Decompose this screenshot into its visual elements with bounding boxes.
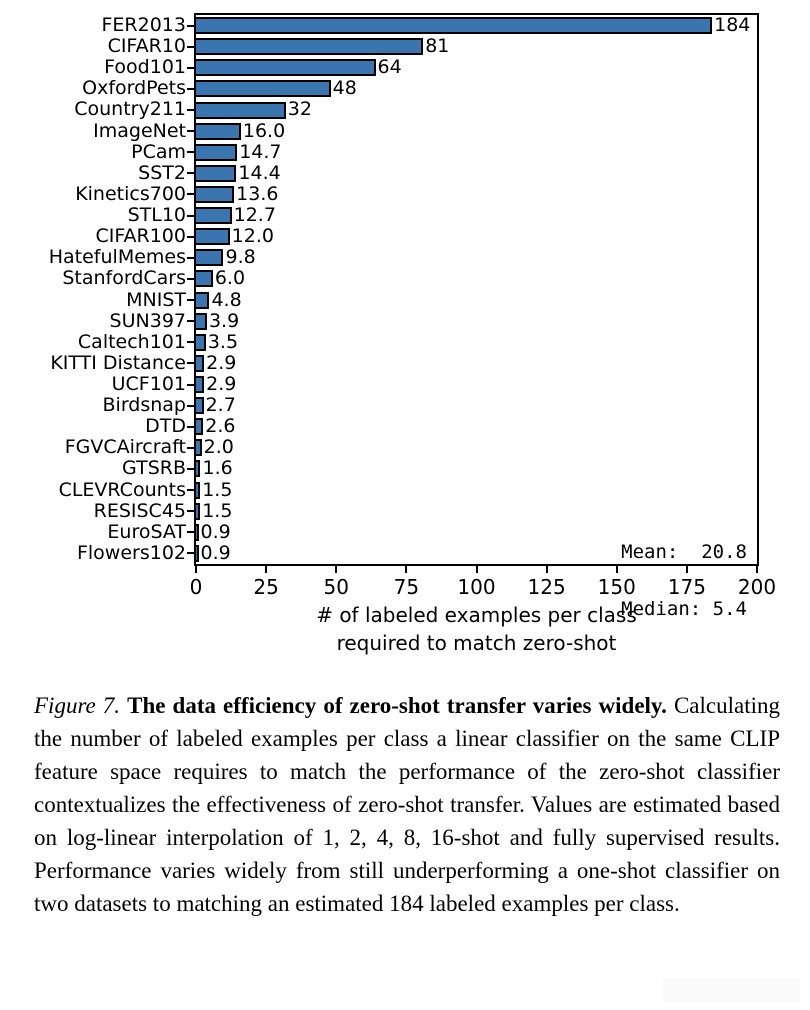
bar-value-label: 0.9 (200, 520, 231, 543)
bar-value-label: 81 (425, 35, 450, 58)
y-axis-label: CIFAR10 (107, 35, 186, 58)
y-axis-label: GTSRB (122, 457, 186, 480)
bar (196, 17, 712, 34)
figure-caption (34, 689, 780, 920)
bar (196, 186, 234, 203)
y-tick-mark (187, 109, 195, 111)
y-tick-mark (187, 552, 195, 554)
x-tick-label: 200 (737, 575, 777, 599)
bar-value-label: 48 (332, 77, 357, 100)
bar (196, 482, 200, 499)
y-axis-label: Country211 (74, 98, 186, 121)
y-axis-label: CLEVRCounts (58, 478, 186, 501)
y-axis-label: MNIST (126, 288, 186, 311)
bar-value-label: 12.7 (233, 204, 276, 227)
bar-value-label: 6.0 (214, 267, 246, 290)
bar-value-label: 3.9 (208, 309, 240, 332)
bar-value-label: 2.9 (206, 351, 237, 374)
y-tick-mark (187, 299, 195, 301)
bar (196, 228, 230, 245)
y-axis-label: STL10 (127, 204, 186, 227)
y-tick-mark (187, 341, 195, 343)
bar-value-label: 4.8 (211, 288, 242, 311)
y-axis-label: OxfordPets (82, 77, 186, 100)
x-tick-label: 175 (667, 575, 706, 599)
x-tick-mark (195, 566, 197, 573)
y-tick-mark (187, 25, 195, 27)
bar (196, 144, 237, 161)
bar-value-label: 32 (287, 98, 312, 121)
bar-value-label: 1.6 (202, 457, 233, 480)
y-tick-mark (187, 447, 195, 449)
x-axis-label-line2: required to match zero-shot (336, 631, 617, 655)
bar (196, 123, 241, 140)
y-axis-label: Food101 (104, 56, 186, 79)
bar (196, 334, 206, 351)
y-axis-label: KITTI Distance (50, 351, 186, 374)
y-tick-mark (187, 426, 195, 428)
y-tick-mark (187, 362, 195, 364)
y-axis-label: StanfordCars (62, 267, 186, 290)
x-tick-mark (265, 566, 267, 573)
axis-spine-right (757, 13, 759, 566)
bar-value-label: 12.0 (231, 225, 274, 248)
y-tick-mark (187, 510, 195, 512)
x-tick-mark (546, 566, 548, 573)
axis-spine-top (194, 13, 759, 15)
y-axis-label: Flowers102 (76, 541, 186, 564)
y-axis-label: Caltech101 (77, 330, 186, 353)
bar-value-label: 14.7 (239, 140, 282, 163)
y-axis-label: EuroSAT (107, 520, 186, 543)
y-axis-label: RESISC45 (93, 499, 186, 522)
bar-value-label: 1.5 (202, 499, 233, 522)
bar (196, 249, 223, 266)
bar (196, 418, 203, 435)
bar-value-label: 2.9 (206, 372, 237, 395)
bar-value-label: 2.6 (205, 415, 236, 438)
bar (196, 460, 200, 477)
y-tick-mark (187, 130, 195, 132)
bar (196, 38, 423, 55)
caption-body: Calculating the number of labeled examples per class a linear classifier on the same CLIP feature space requires to match the performance of the zero-shot classifier contextualizes the effectiveness of zero-shot transfer. Values are estimated based on log-linear interpolation of 1, 2, 4, 8, 16-shot and fully supervised results. Performance varies widely from still underperforming a one-shot classifier on two datasets to matching an estimated 184 labeled examples per class. (34, 693, 780, 916)
bar (196, 102, 286, 119)
x-tick-label: 50 (323, 575, 349, 599)
y-tick-mark (187, 236, 195, 238)
y-tick-mark (187, 88, 195, 90)
bar-value-label: 2.0 (203, 436, 234, 459)
bar (196, 545, 199, 562)
caption-title: The data efficiency of zero-shot transfer varies widely. (127, 693, 667, 718)
y-axis-label: ImageNet (93, 119, 186, 142)
bar (196, 270, 213, 287)
y-axis-label: SUN397 (109, 309, 186, 332)
x-axis-label-line1: # of labeled examples per class (316, 603, 637, 627)
bar-value-label: 1.5 (202, 478, 233, 501)
bar-value-label: 3.5 (207, 330, 239, 353)
bar-value-label: 13.6 (236, 182, 279, 205)
y-tick-mark (187, 531, 195, 533)
y-axis-label: FER2013 (101, 14, 186, 36)
y-axis-label: Kinetics700 (75, 182, 186, 205)
y-axis-label: CIFAR100 (95, 225, 186, 248)
figure-number: Figure 7. (34, 693, 121, 718)
y-tick-mark (187, 215, 195, 217)
bar (196, 397, 204, 414)
bar (196, 439, 202, 456)
mean-annotation: Mean: 20.8 (621, 541, 747, 563)
y-axis-label: SST2 (138, 161, 186, 184)
mean-median-annotation (621, 505, 747, 657)
bar-value-label: 2.7 (205, 394, 236, 417)
bar (196, 376, 204, 393)
bar (196, 313, 207, 330)
y-tick-mark (187, 384, 195, 386)
y-axis-label: Birdsnap (102, 394, 186, 417)
bar-value-label: 64 (377, 56, 402, 79)
y-tick-mark (187, 320, 195, 322)
x-tick-mark (335, 566, 337, 573)
x-tick-label: 0 (189, 575, 203, 599)
bar (196, 503, 200, 520)
x-tick-mark (476, 566, 478, 573)
bar (196, 80, 331, 97)
y-tick-mark (187, 405, 195, 407)
x-tick-label: 25 (253, 575, 279, 599)
y-tick-mark (187, 172, 195, 174)
bar (196, 165, 236, 182)
y-tick-mark (187, 46, 195, 48)
y-tick-mark (187, 257, 195, 259)
bar-value-label: 184 (714, 14, 751, 36)
y-tick-mark (187, 489, 195, 491)
x-tick-mark (756, 566, 758, 573)
bar (196, 59, 376, 76)
x-tick-label: 125 (527, 575, 566, 599)
y-tick-mark (187, 67, 195, 69)
y-axis-label: HatefulMemes (48, 246, 186, 269)
y-tick-mark (187, 278, 195, 280)
y-axis-label: PCam (131, 140, 186, 163)
bar (196, 355, 204, 372)
bar (196, 207, 232, 224)
y-axis-label: FGVCAircraft (64, 436, 186, 459)
x-tick-mark (405, 566, 407, 573)
x-tick-label: 100 (457, 575, 496, 599)
bar-value-label: 9.8 (225, 246, 256, 269)
watermark-artifact (663, 978, 800, 1002)
bar-value-label: 14.4 (238, 161, 281, 184)
bar (196, 524, 199, 541)
median-annotation: Median: 5.4 (621, 598, 747, 620)
bar (196, 292, 209, 309)
bar-value-label: 16.0 (242, 119, 286, 142)
x-tick-label: 75 (393, 575, 420, 599)
bar-value-label: 0.9 (200, 541, 231, 564)
x-tick-label: 150 (597, 575, 636, 599)
x-tick-mark (616, 566, 618, 573)
y-tick-mark (187, 151, 195, 153)
y-tick-mark (187, 468, 195, 470)
y-tick-mark (187, 193, 195, 195)
y-axis-label: UCF101 (111, 372, 186, 395)
y-axis-label: DTD (145, 415, 186, 438)
